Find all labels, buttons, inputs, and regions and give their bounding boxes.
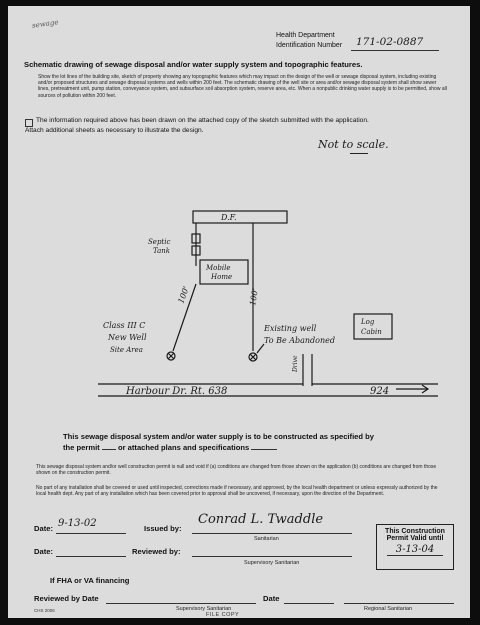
issuer-signature: Conrad L. Twaddle bbox=[198, 512, 324, 527]
info-attached-checkbox[interactable] bbox=[25, 119, 33, 127]
id-number-value: 171-02-0887 bbox=[356, 36, 424, 48]
top-scribble: sewage bbox=[31, 18, 59, 30]
svg-text:To Be Abandoned: To Be Abandoned bbox=[264, 336, 335, 345]
cover-conditions-text: No part of any installation shall be covered or used until inspected, corrections made if necessary, and approved, by the local health department or unless expressly authorized by the local health dept. Any part of any installation which has been covered prior to approval shall be uncovered, if necessary, upon the direction of the Department. bbox=[36, 485, 438, 498]
date-label-2: Date: bbox=[34, 547, 53, 556]
svg-text:Home: Home bbox=[211, 273, 233, 281]
attach-sheets-text: Attach additional sheets as necessary to illustrate the design. bbox=[25, 127, 204, 134]
supervisory-caption: Supervisory Sanitarian bbox=[244, 560, 300, 566]
id-number-label: Identification Number bbox=[276, 42, 343, 49]
file-copy-stamp: FILE COPY bbox=[206, 612, 240, 618]
footer-regional-caption: Regional Sanitarian bbox=[364, 606, 413, 612]
road-number: 924 bbox=[370, 386, 390, 397]
drain-field-label: D.F. bbox=[221, 213, 237, 222]
existing-well-label: Existing well bbox=[264, 324, 317, 333]
svg-text:New Well: New Well bbox=[108, 333, 147, 342]
void-conditions-text: This sewage disposal system and/or well construction permit is null and void if (a) conditions are changed from those shown on the application (b) conditions are changed from those shown on the construction permit. bbox=[36, 464, 437, 477]
date-label-3: Date bbox=[263, 594, 280, 603]
septic-label: Septic bbox=[148, 238, 171, 246]
permit-form-page bbox=[8, 6, 470, 618]
drain-field bbox=[193, 211, 287, 223]
site-sketch bbox=[8, 156, 470, 426]
checkbox-label: The information required above has been drawn on the attached copy of the sketch submitted with the application. bbox=[36, 117, 369, 124]
fha-label: If FHA or VA financing bbox=[50, 576, 130, 585]
date-label: Date: bbox=[34, 524, 53, 533]
construct-notice-line2: the permit or attached plans and specifications bbox=[63, 443, 277, 452]
reviewed-by-label: Reviewed by: bbox=[132, 547, 181, 556]
department-label: Health Department bbox=[276, 32, 335, 39]
footer-supervisory-caption: Supervisory Sanitarian bbox=[176, 606, 232, 612]
road-label: Harbour Dr. Rt. 638 bbox=[126, 386, 228, 397]
log-cabin-label: Log bbox=[361, 318, 375, 326]
scale-note: Not to scale. bbox=[318, 138, 389, 151]
distance-new-well: 100' bbox=[176, 285, 191, 305]
date-value: 9-13-02 bbox=[58, 518, 97, 529]
form-code: CHS 2006 bbox=[34, 608, 55, 613]
drive-label: Drive bbox=[292, 355, 299, 372]
reviewed-by-date-label: Reviewed by Date bbox=[34, 594, 99, 603]
svg-text:Site Area: Site Area bbox=[110, 346, 143, 354]
permit-valid-date: 3-13-04 bbox=[387, 544, 443, 556]
new-well-label: Class III C bbox=[103, 321, 146, 330]
issued-by-label: Issued by: bbox=[144, 524, 182, 533]
permit-valid-box: This Construction Permit Valid until 3-13-04 bbox=[376, 524, 454, 570]
mobile-home-label: Mobile bbox=[206, 264, 231, 272]
svg-text:Cabin: Cabin bbox=[361, 328, 382, 336]
instructions-text: Show the lot lines of the building site, sketch of property showing any topographic features which may impact on the design of the well or sewage disposal system, including existing and/or proposed structures and sewage disposal systems and wells within 200 feet. The schematic drawing of the well site or area and/or sewage disposal system shall show sewer lines, pretreatment unit, pump station, conveyance system, and subsurface soil absorption system, reserve area, etc. When a nonpublic drinking water supply is to be permitted, show all sources of pollution within 200 feet. bbox=[38, 74, 447, 99]
distance-existing-well: 100' bbox=[248, 287, 261, 307]
construct-notice: This sewage disposal system and/or water supply is to be constructed as specified by bbox=[63, 432, 375, 441]
sanitarian-caption: Sanitarian bbox=[254, 536, 279, 542]
svg-text:Tank: Tank bbox=[153, 247, 171, 255]
page-title: Schematic drawing of sewage disposal and/or water supply system and topographic features. bbox=[24, 60, 363, 69]
